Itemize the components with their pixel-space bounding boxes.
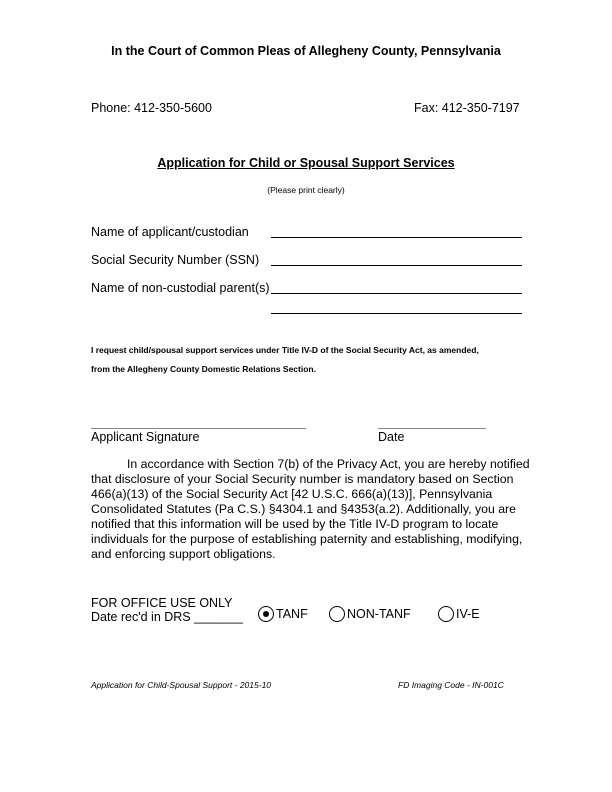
iv-e-option[interactable]: [438, 606, 480, 622]
request-statement: [91, 341, 531, 379]
date-field[interactable]: [378, 428, 486, 429]
request-line-2: from the Allegheny County Domestic Relations Section.: [91, 364, 316, 374]
noncustodial-parent-field[interactable]: [271, 293, 522, 294]
ssn-field[interactable]: [271, 265, 522, 266]
privacy-notice: [91, 457, 531, 562]
signature-field[interactable]: [91, 428, 306, 429]
form-title: Application for Child or Spousal Support Services: [157, 156, 455, 170]
noncustodial-parent-field-2[interactable]: [271, 313, 522, 314]
office-use-heading: FOR OFFICE USE ONLY: [91, 596, 233, 610]
phone-number: Phone: 412-350-5600: [91, 101, 212, 115]
date-label: Date: [378, 430, 405, 444]
form-subtitle: (Please print clearly): [267, 185, 345, 195]
privacy-notice-text: In accordance with Section 7(b) of the Privacy Act, you are hereby notified that disclosure of your Social Security number is mandatory based on Section 466(a)(13) of the Social Security Act [42 U.S.C. 666(a)(13)], Pennsylvania Consolidated Statutes (Pa C.S.) §4304.1 and §4353(a.2). Additionally, you are notified that this information will be used by the Title IV-D program to locate individuals for the purpose of establishing paternity and establishing, modifying, and enforcing support obligations.: [91, 457, 530, 561]
radio-checked-icon[interactable]: [258, 606, 274, 622]
radio-unchecked-icon[interactable]: [329, 606, 345, 622]
fax-number: Fax: 412-350-7197: [414, 101, 520, 115]
applicant-name-field[interactable]: [271, 237, 522, 238]
tanf-label: TANF: [276, 607, 308, 621]
court-heading: In the Court of Common Pleas of Allegheny County, Pennsylvania: [111, 44, 501, 58]
tanf-option[interactable]: [258, 606, 308, 622]
noncustodial-parent-label: Name of non-custodial parent(s): [91, 281, 270, 295]
radio-unchecked-icon[interactable]: [438, 606, 454, 622]
date-received-label: Date rec'd in DRS _______: [91, 610, 243, 624]
footer-form-name: Application for Child-Spousal Support - 2015-10: [91, 680, 272, 690]
applicant-name-label: Name of applicant/custodian: [91, 225, 249, 239]
non-tanf-option[interactable]: [329, 606, 411, 622]
non-tanf-label: NON-TANF: [347, 607, 411, 621]
footer-imaging-code: FD Imaging Code - IN-001C: [398, 680, 504, 690]
request-line-1: I request child/spousal support services under Title IV-D of the Social Security Act, as amended,: [91, 345, 479, 355]
iv-e-label: IV-E: [456, 607, 480, 621]
ssn-label: Social Security Number (SSN): [91, 253, 260, 267]
signature-label: Applicant Signature: [91, 430, 200, 444]
